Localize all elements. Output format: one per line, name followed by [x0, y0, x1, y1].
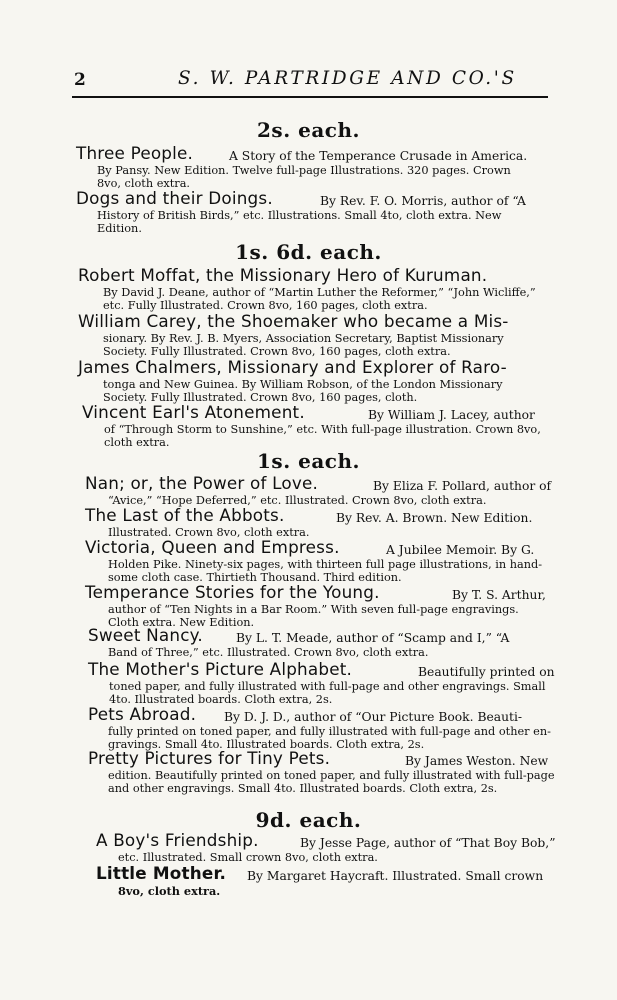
entry-desc-line: 8vo, cloth extra.	[118, 884, 221, 898]
entry-desc-line: Society. Fully Illustrated. Crown 8vo, 160 pages, cloth.	[103, 391, 418, 404]
section-heading-2s: 2s. each.	[257, 118, 360, 142]
entry-title: A Boy's Friendship.	[96, 830, 259, 850]
entry-desc-line: By D. J. D., author of “Our Picture Book. Beauti-	[224, 710, 523, 724]
entry-desc-line: Illustrated. Crown 8vo, cloth extra.	[108, 526, 310, 539]
entry-desc-line: some cloth case. Thirtieth Thousand. Third edition.	[108, 571, 402, 584]
entry-title: Three People.	[76, 143, 194, 163]
entry-desc-line: By Rev. A. Brown. New Edition.	[336, 511, 533, 525]
entry-desc-line: Society. Fully Illustrated. Crown 8vo, 160 pages, cloth extra.	[103, 345, 451, 358]
entry-desc-line: By L. T. Meade, author of “Scamp and I,” “A	[236, 631, 510, 645]
entry-desc-line: By David J. Deane, author of “Martin Luther the Reformer,” “John Wicliffe,”	[103, 286, 536, 299]
entry-desc-line: By Rev. F. O. Morris, author of “A	[320, 194, 526, 208]
entry-desc-line: By T. S. Arthur,	[452, 588, 546, 602]
entry-desc-line: of “Through Storm to Sunshine,” etc. With full-page illustration. Crown 8vo,	[104, 423, 541, 436]
entry-desc-line: Beautifully printed on	[418, 665, 555, 679]
entry-title: Little Mother.	[96, 863, 227, 883]
entry-desc-line: By Eliza F. Pollard, author of	[373, 479, 552, 493]
entry-desc-line: gravings. Small 4to. Illustrated boards. Cloth extra, 2s.	[108, 738, 425, 751]
section-heading-1s6d: 1s. 6d. each.	[235, 240, 382, 264]
entry-desc-line: and other engravings. Small 4to. Illustrated boards. Cloth extra, 2s.	[108, 782, 498, 795]
entry-desc-line: toned paper, and fully illustrated with full-page and other engravings. Small	[109, 680, 546, 693]
header-rule	[72, 96, 548, 98]
entry-desc-line: fully printed on toned paper, and fully illustrated with full-page and other en-	[108, 725, 551, 738]
entry-title: The Last of the Abbots.	[85, 505, 285, 525]
entry-desc-line: 8vo, cloth extra.	[97, 177, 191, 190]
entry-desc-line: author of “Ten Nights in a Bar Room.” With seven full-page engravings.	[108, 603, 519, 616]
entry-desc-line: By James Weston. New	[405, 754, 549, 768]
entry-title: Sweet Nancy.	[88, 625, 203, 645]
entry-title: Pretty Pictures for Tiny Pets.	[88, 748, 331, 768]
entry-title: Temperance Stories for the Young.	[85, 582, 380, 602]
entry-desc-line: 4to. Illustrated boards. Cloth extra, 2s.	[109, 693, 333, 706]
entry-desc-line: sionary. By Rev. J. B. Myers, Association Secretary, Baptist Missionary	[103, 332, 504, 345]
entry-title: The Mother's Picture Alphabet.	[88, 659, 353, 679]
entry-desc-line: By William J. Lacey, author	[368, 408, 535, 422]
section-heading-9d: 9d. each.	[255, 808, 362, 832]
page-number: 2	[74, 70, 86, 90]
entry-title: Nan; or, the Power of Love.	[85, 473, 319, 493]
running-header	[74, 68, 544, 90]
entry-desc-line: Edition.	[97, 222, 142, 235]
entry-desc-line: By Margaret Haycraft. Illustrated. Small crown	[247, 869, 544, 883]
entry-title: Pets Abroad.	[88, 704, 197, 724]
entry-desc-line: edition. Beautifully printed on toned paper, and fully illustrated with full-page	[108, 769, 555, 782]
entry-desc-line: By Pansy. New Edition. Twelve full-page Illustrations. 320 pages. Crown	[97, 164, 511, 177]
entry-desc-line: History of British Birds,” etc. Illustrations. Small 4to, cloth extra. New	[97, 209, 502, 222]
entry-title: James Chalmers, Missionary and Explorer of Raro-	[78, 357, 507, 377]
entry-title: William Carey, the Shoemaker who became a Mis-	[78, 311, 509, 331]
entry-desc-line: etc. Fully Illustrated. Crown 8vo, 160 pages, cloth extra.	[103, 299, 428, 312]
entry-title: Dogs and their Doings.	[76, 188, 273, 208]
section-heading-1s: 1s. each.	[257, 449, 360, 473]
entry-desc-line: cloth extra.	[104, 436, 170, 449]
entry-desc-line: “Avice,” “Hope Deferred,” etc. Illustrated. Crown 8vo, cloth extra.	[108, 494, 487, 507]
entry-title: Vincent Earl's Atonement.	[82, 402, 305, 422]
entry-desc-line: Holden Pike. Ninety-six pages, with thirteen full page illustrations, in hand-	[108, 558, 543, 571]
entry-desc-line: tonga and New Guinea. By William Robson, of the London Missionary	[103, 378, 503, 391]
entry-desc-line: A Jubilee Memoir. By G.	[386, 543, 535, 557]
running-title: S. W. PARTRIDGE AND CO.'S	[178, 68, 517, 89]
entry-desc-line: Band of Three,” etc. Illustrated. Crown 8vo, cloth extra.	[108, 646, 429, 659]
entry-desc-line: By Jesse Page, author of “That Boy Bob,”	[300, 836, 556, 850]
entry-title: Robert Moffat, the Missionary Hero of Kuruman.	[78, 265, 488, 285]
entry-desc-line: etc. Illustrated. Small crown 8vo, cloth extra.	[118, 851, 378, 864]
entry-title: Victoria, Queen and Empress.	[85, 537, 340, 557]
entry-desc-line: A Story of the Temperance Crusade in America.	[229, 149, 528, 163]
entry-desc-line: Cloth extra. New Edition.	[108, 616, 255, 629]
